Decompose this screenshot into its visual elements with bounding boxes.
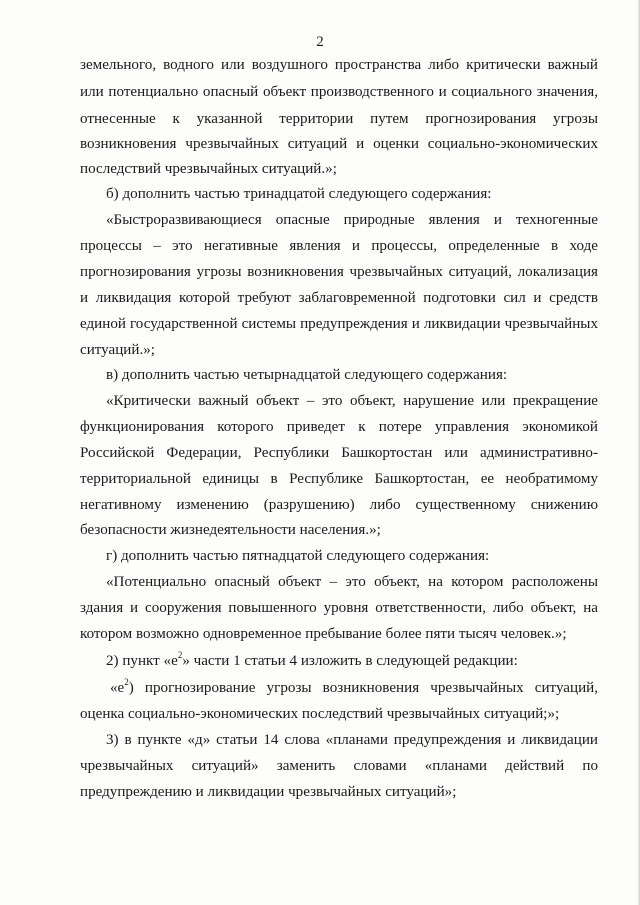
line-text: 2) пункт «е — [106, 653, 178, 669]
text-line: 3) в пункте «д» статьи 14 слова «планами предупреждения и ликвидации — [106, 732, 598, 748]
text-line: единой государственной системы предупреждения и ликвидации чрезвычайных — [80, 316, 598, 332]
superscript: 2 — [124, 676, 129, 687]
text-line: земельного, водного или воздушного пространства либо критически важный — [80, 57, 598, 73]
text-line: или потенциально опасный объект производственного и социального значения, — [80, 84, 598, 100]
line-text: » части 1 статьи 4 изложить в следующей редакции: — [182, 653, 518, 669]
text-line: оценка социально-экономических последствий чрезвычайных ситуаций;»; — [80, 706, 560, 722]
text-line: «Быстроразвивающиеся опасные природные явления и техногенные — [106, 212, 598, 228]
text-line: чрезвычайных ситуаций» заменить словами «планами действий по — [80, 758, 598, 774]
text-line: безопасности жизнедеятельности населения.»; — [80, 522, 381, 538]
text-line: процессы – это негативные явления и процессы, определенные в ходе — [80, 238, 598, 254]
text-line: функционирования которого приведет к потере управления экономикой — [80, 419, 598, 435]
text-line: в) дополнить частью четырнадцатой следующего содержания: — [106, 367, 508, 383]
text-line: и ликвидация которой требуют заблаговременной подготовки сил и средств — [80, 290, 598, 306]
text-line: негативному изменению (разрушению) либо существенному снижению — [80, 497, 598, 513]
text-line: котором возможно одновременное пребывание более пяти тысяч человек.»; — [80, 626, 567, 642]
text-line: последствий чрезвычайных ситуаций.»; — [80, 161, 337, 177]
text-line: предупреждению и ликвидации чрезвычайных ситуаций»; — [80, 784, 457, 800]
line-text: «е — [110, 680, 125, 696]
text-line: «Критически важный объект – это объект, нарушение или прекращение — [106, 393, 598, 409]
text-line: Российской Федерации, Республики Башкортостан или административно- — [80, 445, 598, 461]
text-line: ситуаций.»; — [80, 342, 155, 358]
page-number: 2 — [316, 34, 324, 50]
text-line: территориальной единицы в Республике Башкортостан, ее необратимому — [80, 471, 598, 487]
text-line: отнесенные к указанной территории путем прогнозирования угрозы — [80, 111, 598, 127]
line-text: ) прогнозирование угрозы возникновения чрезвычайных ситуаций, — [128, 680, 598, 696]
text-line: б) дополнить частью тринадцатой следующего содержания: — [106, 186, 492, 202]
text-line-with-superscript — [106, 649, 598, 670]
superscript: 2 — [177, 649, 183, 660]
text-line: г) дополнить частью пятнадцатой следующего содержания: — [106, 548, 490, 564]
text-line: здания и сооружения повышенного уровня ответственности, либо объект, на — [80, 600, 598, 616]
text-line: «Потенциально опасный объект – это объект, на котором расположены — [106, 574, 598, 590]
text-line: возникновения чрезвычайных ситуаций и оценки социально-экономических — [80, 136, 598, 152]
text-line: прогнозирования угрозы возникновения чрезвычайных ситуаций, локализация — [80, 264, 598, 280]
text-line-with-superscript — [110, 676, 598, 697]
